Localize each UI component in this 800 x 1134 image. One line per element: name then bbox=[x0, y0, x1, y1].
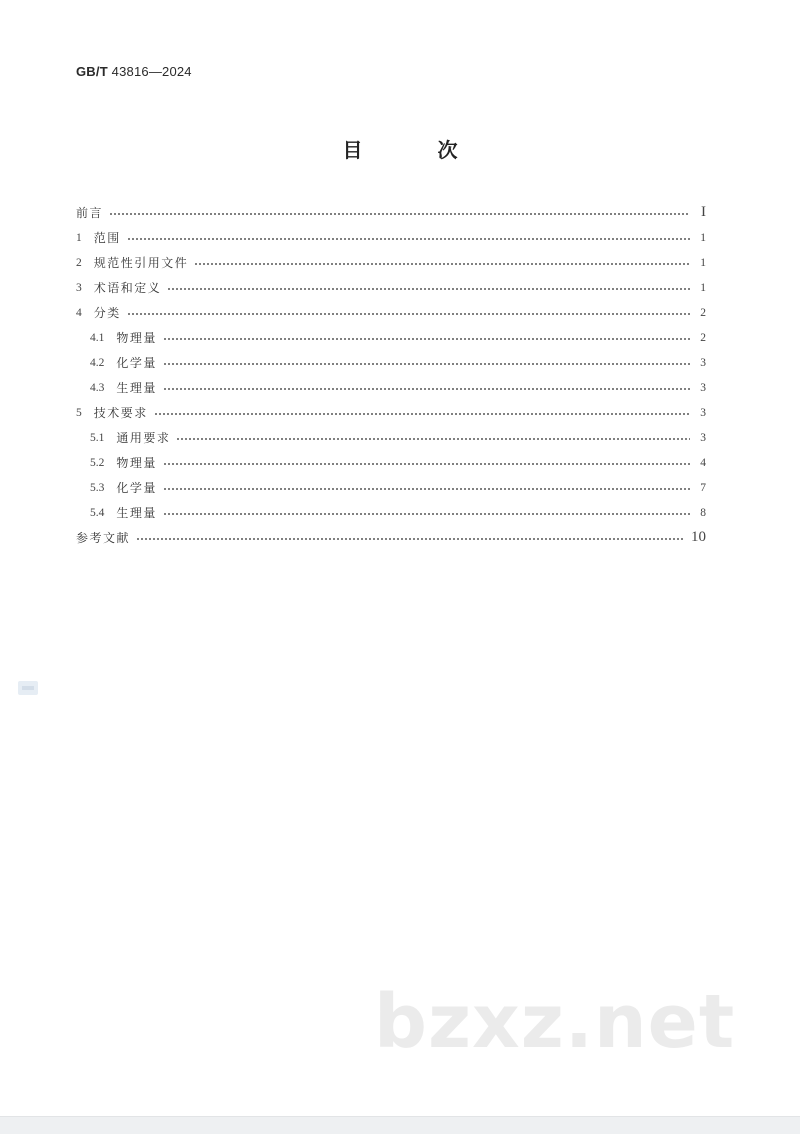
toc-section-number: 5.4 bbox=[90, 506, 105, 519]
dot-leader bbox=[163, 338, 690, 340]
dot-leader bbox=[176, 438, 690, 440]
toc-page-number: 7 bbox=[700, 481, 706, 494]
dot-leader bbox=[163, 388, 690, 390]
toc-entry-text: 物理量 bbox=[116, 456, 157, 470]
dot-leader bbox=[154, 413, 690, 415]
toc-page-number: 1 bbox=[700, 231, 706, 244]
dot-leader bbox=[194, 263, 690, 265]
toc-page-number: 3 bbox=[700, 356, 706, 369]
toc-entry-text: 分类 bbox=[93, 306, 121, 320]
toc-entry-text: 范围 bbox=[93, 231, 121, 245]
dot-leader bbox=[163, 488, 690, 490]
site-watermark: bzxz.net bbox=[374, 979, 736, 1065]
standard-code-prefix: GB/T bbox=[76, 64, 108, 79]
standard-code bbox=[76, 64, 192, 79]
toc-entry-text: 参考文献 bbox=[76, 531, 131, 545]
toc-entry-3[interactable] bbox=[76, 275, 706, 300]
toc-section-number: 4.3 bbox=[90, 381, 105, 394]
toc-entry-5-2[interactable] bbox=[76, 450, 706, 475]
toc-page-number: 2 bbox=[700, 306, 706, 319]
toc-entry-1[interactable] bbox=[76, 225, 706, 250]
toc-entry-5-3[interactable] bbox=[76, 475, 706, 500]
toc-entry-text: 生理量 bbox=[116, 506, 157, 520]
toc-page-number: 3 bbox=[700, 406, 706, 419]
dot-leader bbox=[127, 238, 690, 240]
toc-page-number: 1 bbox=[700, 256, 706, 269]
standard-code-number: 43816—2024 bbox=[111, 64, 192, 79]
toc-entry-bibliography[interactable] bbox=[76, 525, 706, 550]
toc-section-number: 4.2 bbox=[90, 356, 105, 369]
bottom-scroll-strip bbox=[0, 1116, 800, 1134]
toc-entry-5-1[interactable] bbox=[76, 425, 706, 450]
toc-page-number: 2 bbox=[700, 331, 706, 344]
toc-page-number: 10 bbox=[691, 529, 706, 545]
toc-entry-text: 前言 bbox=[76, 206, 104, 220]
toc-entry-text: 生理量 bbox=[116, 381, 157, 395]
toc-section-number: 5.3 bbox=[90, 481, 105, 494]
toc-entry-text: 技术要求 bbox=[93, 406, 148, 420]
toc-entry-4-2[interactable] bbox=[76, 350, 706, 375]
toc-section-number: 4 bbox=[76, 306, 82, 319]
toc-section-number: 5.1 bbox=[90, 431, 105, 444]
table-of-contents bbox=[76, 200, 706, 550]
toc-section-number: 2 bbox=[76, 256, 82, 269]
dot-leader bbox=[163, 463, 690, 465]
toc-entry-text: 化学量 bbox=[116, 356, 157, 370]
toc-section-number: 3 bbox=[76, 281, 82, 294]
toc-page-number: 4 bbox=[700, 456, 706, 469]
dot-leader bbox=[109, 213, 690, 215]
toc-entry-2[interactable] bbox=[76, 250, 706, 275]
toc-entry-text: 化学量 bbox=[116, 481, 157, 495]
toc-section-number: 1 bbox=[76, 231, 82, 244]
toc-page-number: 8 bbox=[700, 506, 706, 519]
toc-entry-4-3[interactable] bbox=[76, 375, 706, 400]
toc-section-number: 5.2 bbox=[90, 456, 105, 469]
toc-entry-4[interactable] bbox=[76, 300, 706, 325]
side-bookmark-icon[interactable] bbox=[18, 681, 38, 695]
toc-page-number: I bbox=[701, 204, 706, 220]
dot-leader bbox=[163, 363, 690, 365]
toc-page-number: 3 bbox=[700, 431, 706, 444]
toc-entry-5[interactable] bbox=[76, 400, 706, 425]
toc-entry-5-4[interactable] bbox=[76, 500, 706, 525]
toc-section-number: 5 bbox=[76, 406, 82, 419]
dot-leader bbox=[163, 513, 690, 515]
toc-entry-text: 通用要求 bbox=[116, 431, 171, 445]
toc-title: 目 次 bbox=[342, 138, 492, 162]
toc-page-number: 1 bbox=[700, 281, 706, 294]
toc-entry-text: 术语和定义 bbox=[93, 281, 162, 295]
toc-entry-text: 物理量 bbox=[116, 331, 157, 345]
toc-page-number: 3 bbox=[700, 381, 706, 394]
dot-leader bbox=[127, 313, 690, 315]
toc-entry-4-1[interactable] bbox=[76, 325, 706, 350]
dot-leader bbox=[167, 288, 690, 290]
toc-entry-text: 规范性引用文件 bbox=[93, 256, 189, 270]
toc-section-number: 4.1 bbox=[90, 331, 105, 344]
dot-leader bbox=[136, 538, 685, 540]
toc-entry-foreword[interactable] bbox=[76, 200, 706, 225]
